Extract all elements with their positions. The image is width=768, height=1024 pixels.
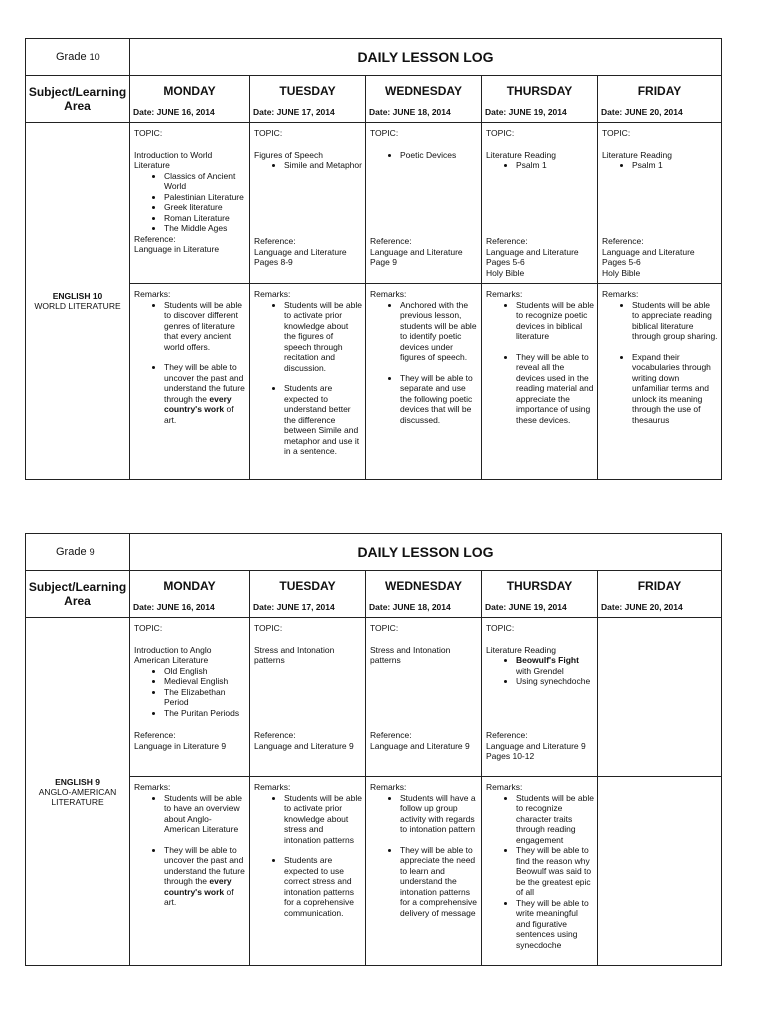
remarks-list — [486, 300, 594, 426]
subject-area-header: Subject/Learning Area — [26, 571, 130, 618]
remarks-list — [254, 793, 362, 919]
remarks-label: Remarks: — [486, 289, 523, 299]
reference-label: Reference: — [254, 730, 296, 740]
list-item: • Expand their vocabularies through writing down unfamiliar terms and unlock its meaning through the use of thesaurus — [632, 352, 718, 426]
list-item: • Greek literature — [164, 202, 246, 213]
reference-label: Reference: — [486, 730, 528, 740]
topic-list — [486, 160, 594, 171]
reference-block — [486, 730, 594, 762]
day-name: FRIDAY — [637, 579, 682, 593]
topic-text: Literature Reading — [486, 149, 556, 160]
topic-label: TOPIC: — [370, 128, 399, 138]
log-title: DAILY LESSON LOG — [130, 39, 722, 76]
list-item: • The Puritan Periods — [164, 708, 246, 719]
remarks-label: Remarks: — [254, 289, 291, 299]
friday-header — [598, 571, 722, 618]
day-name: MONDAY — [163, 84, 216, 98]
thursday-topic — [482, 123, 598, 284]
tuesday-header — [250, 76, 366, 123]
reference-pages: Pages 10-12 — [486, 751, 535, 761]
remarks-list — [134, 300, 246, 426]
remarks-label: Remarks: — [254, 782, 291, 792]
friday-remarks — [598, 777, 722, 966]
remarks-label: Remarks: — [134, 782, 171, 792]
list-item: • Roman Literature — [164, 213, 246, 224]
topic-text: Literature Reading — [602, 149, 672, 160]
list-item: • Students will be able to have an overview about Anglo- American Literature — [164, 793, 246, 835]
tuesday-header — [250, 571, 366, 618]
day-date: Date: JUNE 19, 2014 — [485, 107, 567, 117]
remark-text: They will be able to uncover the past and understand the future through the — [164, 844, 245, 886]
reference-block — [370, 236, 478, 268]
tuesday-remarks — [250, 284, 366, 480]
topic-text: Introduction to Anglo American Literature — [134, 644, 212, 665]
remark-text: of art. — [164, 886, 234, 907]
course-cell — [26, 123, 130, 480]
list-item: • Students are expected to understand better the difference between Simile and metaphor and use it in a sentence. — [284, 383, 362, 457]
thursday-remarks — [482, 777, 598, 966]
topic-list — [486, 655, 594, 687]
list-item: • Psalm 1 — [516, 160, 594, 171]
reference-text: Language and Literature — [602, 246, 695, 257]
reference-extra: Holy Bible — [602, 267, 641, 278]
monday-header — [130, 76, 250, 123]
day-date: Date: JUNE 16, 2014 — [133, 602, 215, 612]
reference-text: Language and Literature — [370, 246, 463, 257]
reference-label: Reference: — [254, 236, 296, 246]
reference-block — [134, 730, 246, 751]
reference-label: Reference: — [370, 730, 412, 740]
remarks-label: Remarks: — [134, 289, 171, 299]
reference-text: Language and Literature — [254, 246, 347, 257]
list-item: • They will be able to appreciate the need to learn and understand the intonation patterns for a comprehensive delivery of message — [400, 845, 478, 919]
friday-topic — [598, 123, 722, 284]
reference-block — [486, 236, 594, 278]
list-item: • They will be able to write meaningful and figurative sentences using synecdoche — [516, 898, 594, 951]
tuesday-topic — [250, 123, 366, 284]
day-name: MONDAY — [163, 579, 216, 593]
topic-text: Introduction to World Literature — [134, 149, 213, 170]
reference-extra: Holy Bible — [486, 267, 525, 278]
reference-label: Reference: — [486, 236, 528, 246]
topic-list — [370, 150, 478, 161]
list-item: • Students will have a follow up group activity with regards to intonation pattern — [400, 793, 478, 835]
reference-block — [254, 730, 362, 751]
reference-pages: Pages 5-6 — [486, 257, 525, 267]
reference-label: Reference: — [134, 233, 176, 244]
topic-label: TOPIC: — [602, 128, 631, 138]
course-title: ENGLISH 9 — [55, 776, 100, 787]
day-date: Date: JUNE 18, 2014 — [369, 602, 451, 612]
list-item: • Medieval English — [164, 676, 246, 687]
remarks-label: Remarks: — [370, 782, 407, 792]
thursday-topic — [482, 618, 598, 777]
list-item: • They will be able to separate and use the following poetic devices that will be discussed. — [400, 373, 478, 426]
day-name: FRIDAY — [637, 84, 682, 98]
list-item: • Students will be able to appreciate reading biblical literature through group sharing. — [632, 300, 718, 342]
remarks-list — [486, 793, 594, 951]
wednesday-topic — [366, 618, 482, 777]
remarks-label: Remarks: — [486, 782, 523, 792]
wednesday-remarks — [366, 777, 482, 966]
topic-item-text: with Grendel — [516, 665, 564, 676]
reference-block — [370, 730, 478, 751]
monday-remarks — [130, 777, 250, 966]
remarks-list — [370, 300, 478, 426]
day-date: Date: JUNE 20, 2014 — [601, 107, 683, 117]
list-item: • The Middle Ages — [164, 223, 246, 234]
remarks-label: Remarks: — [602, 289, 639, 299]
reference-label: Reference: — [602, 236, 644, 246]
lesson-log-grade-10 — [25, 38, 722, 480]
thursday-remarks — [482, 284, 598, 480]
list-item: • Classics of Ancient World — [164, 171, 246, 192]
list-item: • Students will be able to discover different genres of literature that every ancient world offers. — [164, 300, 246, 353]
monday-header — [130, 571, 250, 618]
reference-text: Language and Literature 9 — [486, 740, 586, 751]
reference-text: Language and Literature — [486, 246, 579, 257]
friday-remarks — [598, 284, 722, 480]
topic-list — [602, 160, 718, 171]
grade-cell — [26, 39, 130, 76]
topic-label: TOPIC: — [370, 623, 399, 633]
list-item — [164, 845, 246, 908]
list-item — [164, 362, 246, 425]
list-item: • The Elizabethan Period — [164, 687, 246, 708]
grade-label: Grade — [56, 51, 87, 63]
list-item: • Students will be able to activate prior knowledge about stress and intonation patterns — [284, 793, 362, 846]
remarks-list — [370, 793, 478, 919]
topic-label: TOPIC: — [486, 128, 515, 138]
reference-block — [602, 236, 718, 278]
list-item: • Old English — [164, 666, 246, 677]
remark-bold-text: every country's work — [164, 876, 232, 897]
wednesday-topic — [366, 123, 482, 284]
topic-text: Stress and Intonation patterns — [254, 644, 335, 665]
topic-text: Literature Reading — [486, 644, 556, 655]
friday-topic — [598, 618, 722, 777]
lesson-log-grade-9 — [25, 533, 722, 966]
list-item: • They will be able to find the reason why Beowulf was said to be the greatest epic of all — [516, 845, 594, 898]
day-name: TUESDAY — [279, 84, 336, 98]
list-item: • Palestinian Literature — [164, 192, 246, 203]
reference-text: Language and Literature 9 — [254, 740, 354, 751]
wednesday-remarks — [366, 284, 482, 480]
topic-text: Figures of Speech — [254, 149, 323, 160]
list-item: • Using synechdoche — [516, 676, 594, 687]
list-item: • Psalm 1 — [632, 160, 718, 171]
topic-label: TOPIC: — [254, 623, 283, 633]
list-item: • Simile and Metaphor — [284, 160, 362, 171]
topic-text: Stress and Intonation patterns — [370, 644, 451, 665]
reference-text: Language in Literature 9 — [134, 740, 227, 751]
day-date: Date: JUNE 20, 2014 — [601, 602, 683, 612]
topic-list — [134, 171, 246, 234]
remarks-list — [602, 300, 718, 426]
list-item: • Students will be able to recognize poetic devices in biblical literature — [516, 300, 594, 342]
monday-remarks — [130, 284, 250, 480]
remark-text: of art. — [164, 404, 234, 425]
reference-text: Language and Literature 9 — [370, 740, 470, 751]
list-item: • Students will be able to recognize character traits through reading engagement — [516, 793, 594, 846]
remarks-list — [254, 300, 362, 457]
day-name: TUESDAY — [279, 579, 336, 593]
grade-label: Grade — [56, 546, 87, 558]
tuesday-remarks — [250, 777, 366, 966]
monday-topic — [130, 123, 250, 284]
reference-pages: Page 9 — [370, 257, 397, 267]
list-item — [516, 655, 594, 676]
day-date: Date: JUNE 17, 2014 — [253, 602, 335, 612]
log-title: DAILY LESSON LOG — [130, 534, 722, 571]
topic-list — [134, 666, 246, 719]
tuesday-topic — [250, 618, 366, 777]
reference-text: Language in Literature — [134, 244, 220, 254]
topic-label: TOPIC: — [254, 128, 283, 138]
day-date: Date: JUNE 17, 2014 — [253, 107, 335, 117]
thursday-header — [482, 571, 598, 618]
topic-label: TOPIC: — [134, 128, 163, 138]
wednesday-header — [366, 571, 482, 618]
friday-header — [598, 76, 722, 123]
day-date: Date: JUNE 19, 2014 — [485, 602, 567, 612]
reference-pages: Pages 5-6 — [602, 257, 641, 267]
list-item: • Students are expected to use correct stress and intonation patterns for a coprehensive communication. — [284, 855, 362, 918]
list-item: • They will be able to reveal all the devices used in the reading material and appreciate the importance of using these devices. — [516, 352, 594, 426]
grade-cell — [26, 534, 130, 571]
topic-list — [254, 160, 362, 171]
day-name: WEDNESDAY — [385, 84, 462, 98]
course-title: ENGLISH 10 — [52, 291, 103, 301]
grade-number: 10 — [89, 52, 100, 62]
day-date: Date: JUNE 16, 2014 — [133, 107, 215, 117]
grade-number: 9 — [89, 547, 95, 557]
course-subtitle: WORLD LITERATURE — [34, 301, 121, 311]
reference-block — [254, 236, 362, 268]
monday-topic — [130, 618, 250, 777]
day-name: THURSDAY — [506, 84, 573, 98]
day-name: THURSDAY — [506, 579, 573, 593]
remarks-list — [134, 793, 246, 908]
reference-pages: Pages 8-9 — [254, 257, 293, 267]
thursday-header — [482, 76, 598, 123]
course-subtitle: ANGLO-AMERICAN LITERATURE — [38, 786, 117, 807]
remarks-label: Remarks: — [370, 289, 407, 299]
topic-label: TOPIC: — [134, 623, 163, 633]
topic-bold-text: Beowulf's Fight — [516, 655, 579, 665]
list-item: • Anchored with the previous lesson, students will be able to identify poetic devices under figures of speech. — [400, 300, 478, 363]
subject-area-header: Subject/Learning Area — [26, 76, 130, 123]
remark-bold-text: every country's work — [164, 393, 232, 414]
wednesday-header — [366, 76, 482, 123]
list-item: • Poetic Devices — [400, 150, 478, 161]
remark-text: They will be able to uncover the past and understand the future through the — [164, 362, 245, 404]
list-item: • Students will be able to activate prior knowledge about the figures of speech through recitation and discussion. — [284, 300, 362, 374]
reference-label: Reference: — [370, 236, 412, 246]
topic-label: TOPIC: — [486, 623, 515, 633]
day-date: Date: JUNE 18, 2014 — [369, 107, 451, 117]
day-name: WEDNESDAY — [385, 579, 462, 593]
course-cell — [26, 618, 130, 966]
reference-label: Reference: — [134, 730, 176, 740]
